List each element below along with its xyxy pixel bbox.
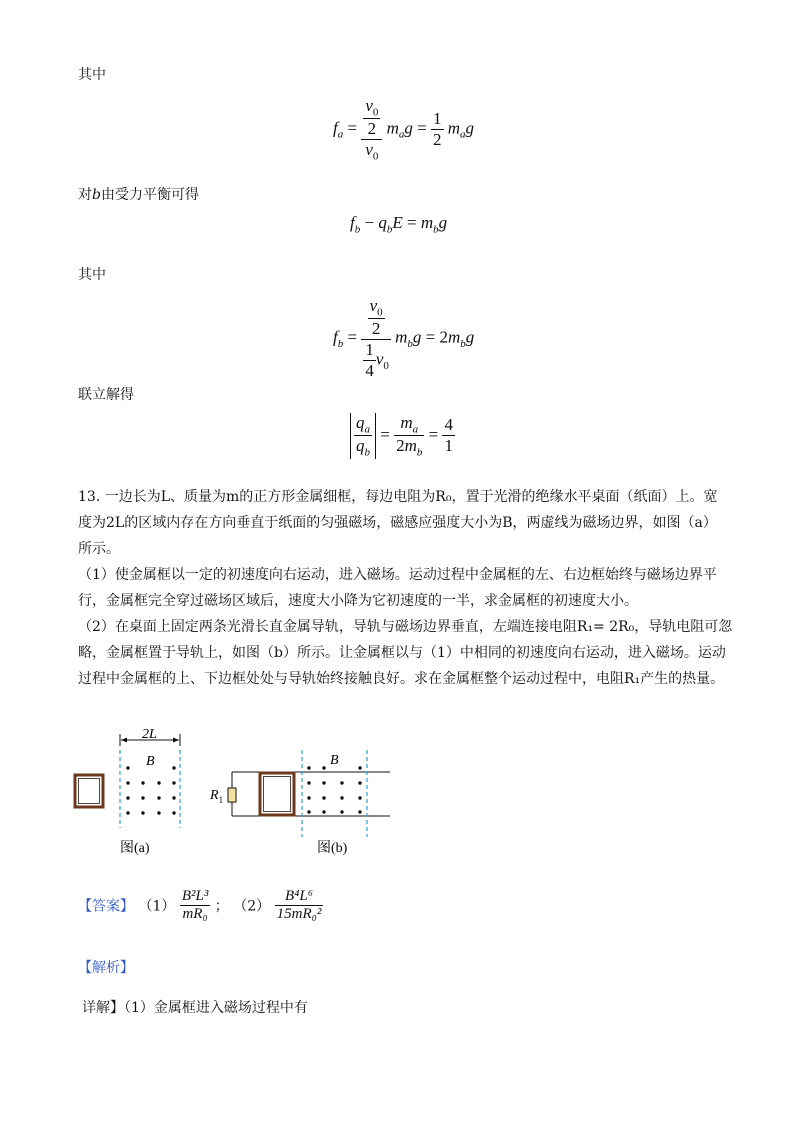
figure-b <box>205 745 395 857</box>
figure-a-caption: 图(a) <box>120 841 150 856</box>
answer-1-fraction: $\frac{\text{B²L³}}{\text{mR₀}}$ <box>181 888 209 922</box>
label-lianli: 联立解得 <box>78 387 134 403</box>
part-1-line-1: （1）使金属框以一定的初速度向右运动，进入磁场。运动过程中金属框的左、右边框始终与磁场边界平 <box>78 567 717 583</box>
answer-part-1-label: （1） <box>138 898 176 915</box>
answer-2-fraction: $\frac{\text{B⁴L⁶}}{\text{15mR₀²}}$ <box>276 888 322 922</box>
equation-ratio: $\frac{q_a}{q_b}$ = $\frac{m_a}{2m_b}$ = $\frac{4}{1}$ <box>350 413 455 459</box>
figure-a <box>70 728 190 856</box>
equation-fb: $f_b$ = $\frac{v_0}{2}$ $\frac{1}{4}$ $v_0$ $m_bg = 2m_bg$ <box>333 296 475 381</box>
analysis-label: 【解析】 <box>78 960 134 976</box>
metal-frame-b <box>260 773 294 815</box>
part-2-line-2: 略，金属框置于导轨上，如图（b）所示。让金属框以与（1）中相同的初速度向右运动，进入磁场。运动 <box>78 645 726 661</box>
label-dui-b: 对b由受力平衡可得 <box>78 187 199 203</box>
answer-separator: ； <box>214 898 229 915</box>
answer-part-2-label: （2） <box>233 898 271 915</box>
question-line-3: 所示。 <box>78 541 120 557</box>
width-label: 2L <box>142 728 157 742</box>
label-qizhong-1: 其中 <box>78 67 106 83</box>
detail-text: （1）金属框进入磁场过程中有 <box>124 1000 308 1016</box>
field-label-b: B <box>330 753 339 768</box>
part-2-line-3: 过程中金属框的上、下边框处处与导轨始终接触良好。求在金属框整个运动过程中，电阻R₁产生的热量。 <box>78 671 725 687</box>
field-dots-b <box>307 766 361 813</box>
answer-row <box>78 888 323 923</box>
figure-b-caption: 图(b) <box>317 841 348 856</box>
field-label-a: B <box>146 754 155 769</box>
metal-frame <box>75 775 103 807</box>
detail-label: 详解】 <box>82 1000 124 1016</box>
resistor-r1 <box>228 788 236 802</box>
answer-label: 【答案】 <box>78 898 134 915</box>
equation-fa: $f_a$ = $\frac{\frac{v_0}{2}}{v_0}$ $m_ag$ = $\frac{1}{2}$ $m_ag$ <box>333 96 475 163</box>
equation-fb-balance: $f_b - q_bE = m_bg$ <box>350 213 448 236</box>
question-13 <box>78 484 738 692</box>
question-line-2: 度为2L的区域内存在方向垂直于纸面的匀强磁场，磁感应强度大小为B，两虚线为磁场边界，如图（a） <box>78 515 717 531</box>
label-qizhong-2: 其中 <box>78 267 106 283</box>
question-line-1: 13. 一边长为L、质量为m的正方形金属细框，每边电阻为R₀，置于光滑的绝缘水平桌面（纸面）上。宽 <box>78 489 718 505</box>
field-dots-a <box>126 766 175 814</box>
detail-row <box>82 998 308 1018</box>
part-1-line-2: 行，金属框完全穿过磁场区域后，速度大小降为它初速度的一半，求金属框的初速度大小。 <box>78 593 638 609</box>
part-2-line-1: （2）在桌面上固定两条光滑长直金属导轨，导轨与磁场边界垂直，左端连接电阻R₁= 2R₀，导轨电阻可忽 <box>78 619 733 635</box>
resistor-label: $R_1$ <box>210 788 224 805</box>
